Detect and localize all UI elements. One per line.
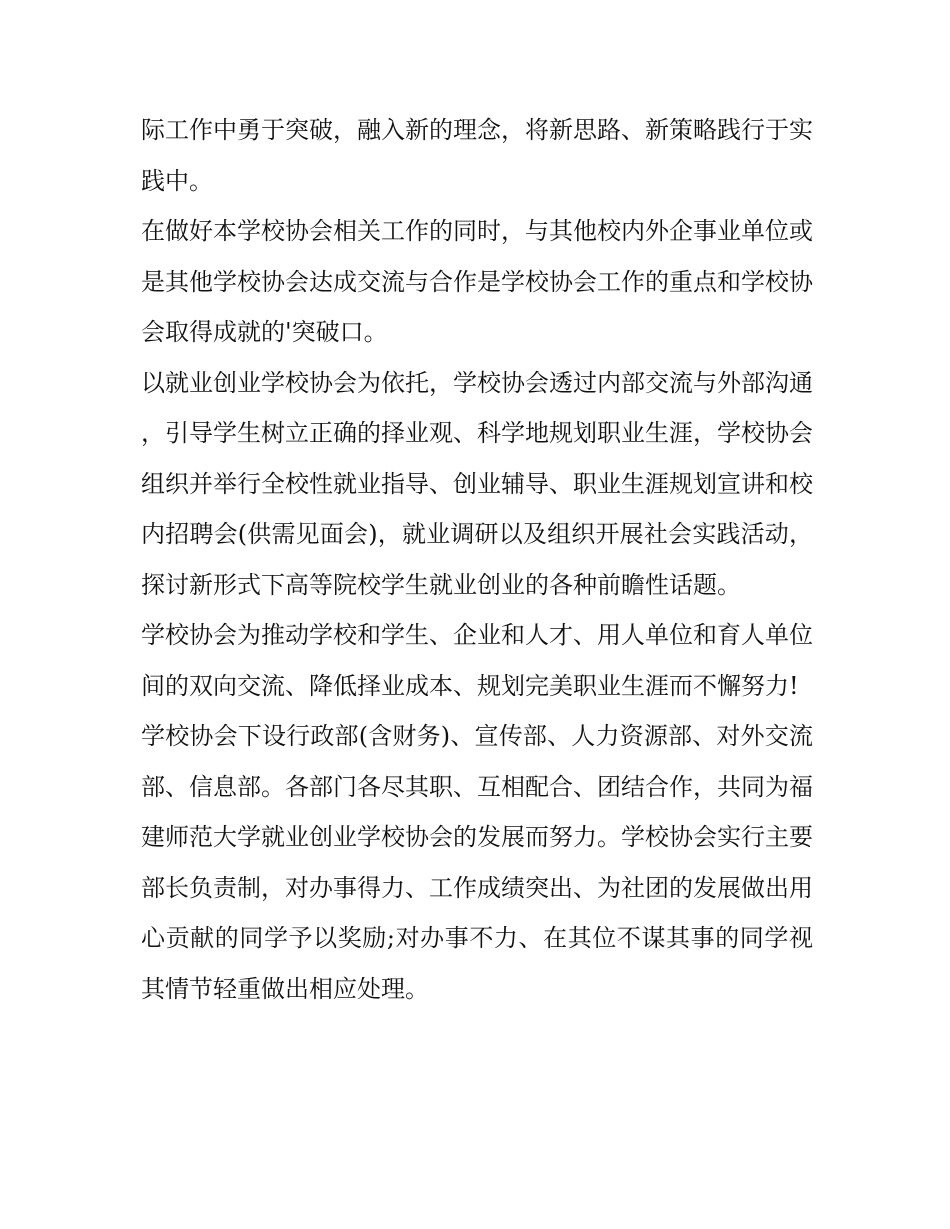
paragraph-5: 学校协会下设行政部(含财务)、宣传部、人力资源部、对外交流部、信息部。各部门各尽其职、互相配合、团结合作，共同为福建师范大学就业创业学校协会的发展而努力。学校协会实行主要部长负责制，对办事得力、工作成绩突出、为社团的发展做出用心贡献的同学予以奖励;对办事不力、在其位不谋其事的同学视其情节轻重做出相应处理。 [141,722,813,1003]
paragraph-4: 学校协会为推动学校和学生、企业和人才、用人单位和育人单位间的双向交流、降低择业成本、规划完美职业生涯而不懈努力! [141,621,813,700]
document-body [141,105,813,1014]
paragraph-2: 在做好本学校协会相关工作的同时，与其他校内外企事业单位或是其他学校协会达成交流与合作是学校协会工作的重点和学校协会取得成就的'突破口。 [141,217,813,346]
paragraph-3: 以就业创业学校协会为依托，学校协会透过内部交流与外部沟通，引导学生树立正确的择业观、科学地规划职业生涯，学校协会组织并举行全校性就业指导、创业辅导、职业生涯规划宣讲和校内招聘会(供需见面会)，就业调研以及组织开展社会实践活动，探讨新形式下高等院校学生就业创业的各种前瞻性话题。 [141,368,813,599]
paragraph-1: 际工作中勇于突破，融入新的理念，将新思路、新策略践行于实践中。 [141,116,813,195]
